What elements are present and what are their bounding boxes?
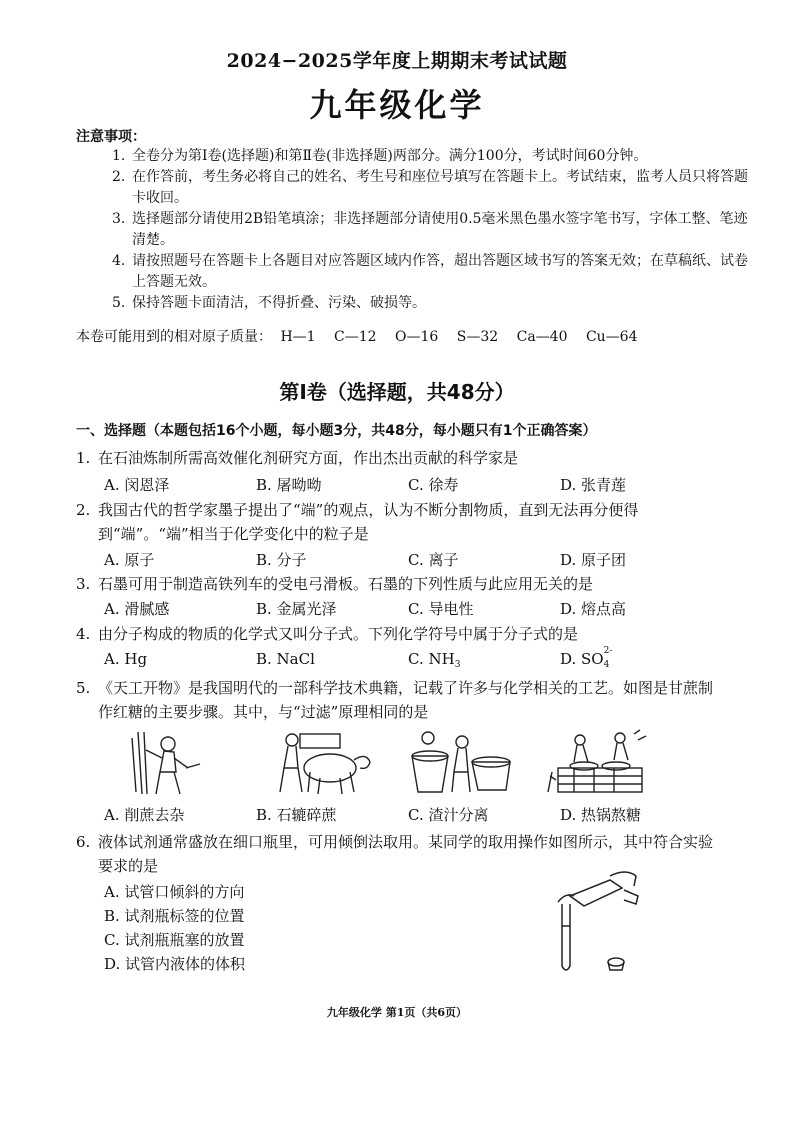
option-b: B. 金属光泽: [256, 600, 337, 618]
section-title: 第Ⅰ卷（选择题，共48分）: [279, 380, 515, 404]
notice-item: [112, 293, 752, 314]
question-text: 《天工开物》是我国明代的一部科学技术典籍，记载了许多与化学相关的工艺。如图是甘蔗制作红糖的主要步骤。其中，与“过滤”原理相同的是: [98, 679, 714, 721]
question-text: 石墨可用于制造高铁列车的受电弓滑板。石墨的下列性质与此应用无关的是: [98, 575, 594, 593]
notice-text: 保持答题卡面清洁，不得折叠、污染、破损等。: [132, 295, 426, 311]
question-number: 6.: [76, 833, 91, 851]
notice-text: 全卷分为第Ⅰ卷(选择题)和第Ⅱ卷(非选择题)两部分。满分100分，考试时间60分钟。: [132, 148, 648, 164]
option-b: B. NaCl: [256, 650, 315, 668]
notice-item: [112, 167, 752, 209]
option-c-formula: C. NH: [408, 650, 455, 668]
superscript: 2-: [603, 646, 613, 656]
option-a: A. 闵恩泽: [104, 476, 170, 494]
subscript: 3: [454, 660, 461, 670]
juice-separation-illustration: [406, 728, 516, 798]
page-footer: 九年级化学 第1页（共6页）: [326, 1006, 468, 1019]
atomic-mass-value: O—16: [395, 329, 439, 345]
question-5-options: [104, 804, 744, 825]
notice-item: [112, 146, 752, 167]
question-text: 由分子构成的物质的化学式又叫分子式。下列化学符号中属于分子式的是: [98, 625, 579, 643]
notice-number: 4.: [112, 253, 126, 269]
atomic-mass-value: Ca—40: [516, 329, 568, 345]
liquid-pouring-illustration: [540, 866, 650, 976]
question-text: 液体试剂通常盛放在细口瓶里，可用倾倒法取用。某同学的取用操作如图所示，其中符合实验要求的是: [98, 833, 714, 875]
question-number: 4.: [76, 625, 91, 643]
notice-text: 在作答前，考生务必将自己的姓名、考生号和座位号填写在答题卡上。考试结束，监考人员只将答题卡收回。: [132, 169, 748, 206]
option-d-formula: D. SO: [560, 650, 604, 668]
question-3: [76, 572, 726, 596]
notice-text: 请按照题号在答题卡上各题目对应答题区域内作答，超出答题区域书写的答案无效；在草稿纸、试卷上答题无效。: [132, 253, 748, 290]
question-2-options: [104, 549, 744, 570]
question-4: [76, 622, 726, 646]
atomic-mass-value: S—32: [456, 329, 499, 345]
option-b: B. 试剂瓶标签的位置: [104, 907, 245, 925]
question-text: 在石油炼制所需高效催化剂研究方面，作出杰出贡献的科学家是: [98, 449, 519, 467]
stone-roller-illustration: [270, 728, 380, 798]
subscript: 4: [603, 660, 610, 670]
notice-number: 3.: [112, 211, 126, 227]
notice-item: [112, 209, 752, 251]
option-b: B. 分子: [256, 551, 307, 569]
option-d: D. 热锅熬糖: [560, 806, 642, 824]
cane-cutting-illustration: [120, 728, 230, 798]
boiling-sugar-illustration: [544, 728, 654, 798]
question-2: [76, 498, 726, 546]
option-a: A. 滑腻感: [104, 600, 170, 618]
option-d: D. 张青莲: [560, 476, 627, 494]
exam-subject: 九年级化学: [309, 86, 485, 124]
notice-number: 1.: [112, 148, 126, 164]
notice-text: 选择题部分请使用2B铅笔填涂；非选择题部分请使用0.5毫米黑色墨水签字笔书写，字体工整、笔迹清楚。: [132, 211, 748, 248]
notice-list: [112, 146, 752, 314]
question-6-options: [104, 880, 504, 976]
exam-title: 2024−2025学年度上期期末考试试题: [226, 50, 568, 72]
question-3-options: [104, 598, 744, 619]
question-number: 1.: [76, 449, 91, 467]
part-heading: 一、选择题（本题包括16个小题，每小题3分，共48分，每小题只有1个正确答案）: [76, 423, 597, 439]
option-a: A. 试管口倾斜的方向: [104, 883, 245, 901]
atomic-mass-line: [76, 326, 652, 346]
option-c: C. 徐寿: [408, 476, 459, 494]
option-c: C. 渣汁分离: [408, 806, 489, 824]
question-text: 我国古代的哲学家墨子提出了“端”的观点，认为不断分割物质，直到无法再分便得到“端”。“端”相当于化学变化中的粒子是: [98, 501, 639, 543]
option-d: D. 试管内液体的体积: [104, 955, 246, 973]
option-a: A. 削蔗去杂: [104, 806, 185, 824]
option-a: A. Hg: [104, 650, 148, 668]
atomic-mass-label: 本卷可能用到的相对原子质量：: [76, 329, 272, 345]
question-1-options: [104, 474, 744, 495]
option-c: [408, 650, 560, 670]
option-c: C. 离子: [408, 551, 459, 569]
option-c: C. 试剂瓶瓶塞的放置: [104, 931, 245, 949]
notice-number: 2.: [112, 169, 126, 185]
option-b: B. 石辘碎蔗: [256, 806, 337, 824]
question-number: 2.: [76, 501, 91, 519]
question-number: 3.: [76, 575, 91, 593]
option-d: D. 原子团: [560, 551, 627, 569]
atomic-mass-value: H—1: [280, 329, 316, 345]
notice-number: 5.: [112, 295, 126, 311]
question-number: 5.: [76, 679, 91, 697]
option-c: C. 导电性: [408, 600, 474, 618]
option-d: D. 熔点高: [560, 600, 627, 618]
option-d: [560, 646, 712, 670]
question-5: [76, 676, 726, 724]
atomic-mass-value: Cu—64: [585, 329, 638, 345]
question-4-options: [104, 646, 744, 670]
question-1: [76, 446, 726, 470]
notice-heading: 注意事项：: [76, 129, 146, 145]
sugar-process-illustrations: [120, 728, 700, 798]
option-b: B. 屠呦呦: [256, 476, 322, 494]
notice-item: [112, 251, 752, 293]
atomic-mass-value: C—12: [334, 329, 377, 345]
option-a: A. 原子: [104, 551, 155, 569]
